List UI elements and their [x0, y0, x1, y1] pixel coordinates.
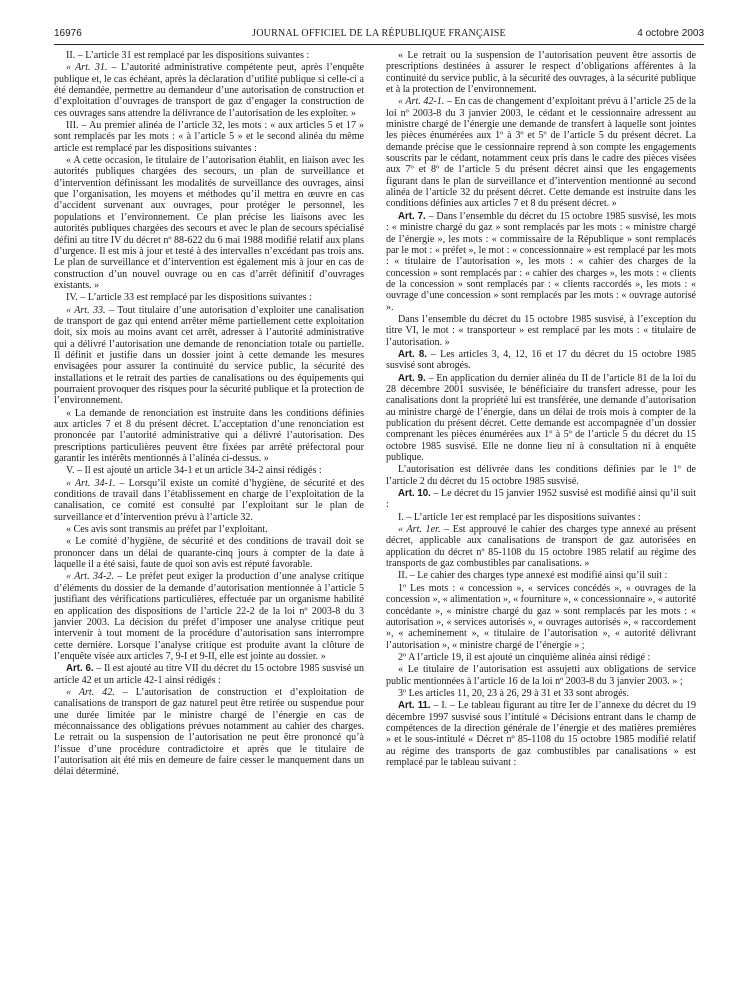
paragraph: [54, 50, 364, 61]
article-reference: « Art. 33.: [66, 304, 106, 316]
paragraph: [386, 96, 696, 209]
paragraph-text: 3º Les articles 11, 20, 23 à 26, 29 à 31 et 33 sont abrogés.: [398, 687, 629, 699]
article-heading: Art. 10.: [398, 488, 431, 500]
article-heading: Art. 6.: [66, 663, 94, 675]
article-reference: « Art. 34-1.: [66, 477, 116, 489]
paragraph: [386, 512, 696, 523]
paragraph: [386, 524, 696, 569]
article-reference: « Art. 42.: [66, 686, 115, 698]
paragraph: [54, 155, 364, 291]
article-reference: « Art. 1er.: [398, 524, 441, 536]
paragraph-text: III. – Au premier alinéa de l’article 32, les mots : « aux articles 5 et 17 » sont remplacés par les mots : « à l’article 5 » et le second alinéa du même article est remplacé par les dispositions suivantes :: [54, 120, 364, 154]
paragraph: [386, 464, 696, 487]
paragraph: [54, 305, 364, 407]
paragraph: [386, 349, 696, 372]
paragraph-text: – L’autorisation de construction et d’exploitation de canalisations de transport de gaz naturel peut être retirée ou suspendue pour une durée limitée par le ministre chargé de l’énergie en cas de méconnaissance des obligations prévues notamment au cahier des charges. Le retrait ou la suspension de l’autorisation ne peut être prononcé qu’à l’issue d’une procédure contradictoire et après que le titulaire de l’autorisation ait été mis en demeure de faire cesser le manquement dans un délai déterminé.: [54, 686, 364, 778]
paragraph-text: – I. – Le tableau figurant au titre Ier de l’annexe du décret du 19 décembre 1997 susvisé sous l’intitulé « Décisions entrant dans le champ de compétences de la direction générale de l’énergie et des matières premières » et le sous-intitulé « Décret nº 85-1108 du 15 octobre 1985 modifié relatif au régime des transports de gaz combustibles par canalisations » est remplacé par le tableau suivant :: [386, 700, 697, 768]
paragraph: [54, 571, 364, 662]
paragraph-text: – Lorsqu’il existe un comité d’hygiène, de sécurité et des conditions de travail dans l’établissement en charge de l’exploitation de la canalisation, ce comité est consulté par l’exploitant sur le plan de surveillance et d’intervention prévu à l’article 32.: [54, 477, 364, 523]
paragraph: [386, 688, 696, 699]
paragraph: [386, 583, 696, 651]
paragraph-text: – Le décret du 15 janvier 1952 susvisé est modifié ainsi qu’il suit :: [386, 488, 697, 511]
paragraph-text: – En application du dernier alinéa du II de l’article 81 de la loi du 28 décembre 2001 susvisée, le bénéficiaire du transfert adresse, pour les canalisations dont la propriété lui est transférée, une demande d’autorisation au ministre chargé de l’énergie, dans un délai de trois mois à compter de la publication du présent décret. Cette demande est accompagnée d’un dossier comprenant les pièces énumérées aux 1º à 5º de l’article 5 du décret du 15 octobre 1985 susvisé. Elle ne donne lieu ni à consultation ni à enquête publique.: [386, 372, 696, 464]
journal-title: JOURNAL OFFICIEL DE LA RÉPUBLIQUE FRANÇAISE: [252, 28, 506, 39]
paragraph-text: – L’autorité administrative compétente peut, après l’enquête publique et, le cas échéant, après la déclaration d’utilité publique si celle-ci a été demandée, permettre au demandeur d’une autorisation de construction et d’exploitation d’ouvrages de transport de gaz d’engager la construction de ces ouvrages sans attendre la délivrance de l’autorisation de les exploiter. »: [54, 62, 364, 119]
paragraph-text: – Tout titulaire d’une autorisation d’exploiter une canalisation de transport de gaz qui entend arrêter même partiellement cette exploitation doit, six mois au moins avant cet arrêt, adresser à l’autorité administrative qui a délivré l’autorisation une demande de renonciation totale ou partielle. Il définit et justifie dans un dossier joint à cette demande les mesures envisagées pour assurer la continuité du service public, la sécurité des installations et le retrait des parties de canalisations ou des équipements qui pourraient provoquer des risques pour la sécurité publique et la protection de l’environnement.: [54, 304, 364, 407]
paragraph-text: – Dans l’ensemble du décret du 15 octobre 1985 susvisé, les mots : « ministre chargé du gaz » sont remplacés par les mots : « ministre chargé de l’énergie », les mots : « commissaire de la République » sont remplacés par le mot : « préfet », le mot : « concessionnaire » est remplacé par les mots : « titulaire de l’autorisation », les mots : « cahier des charges de la concession » sont remplacés par : « cahier des charges », les mots : « clients de la concession » sont remplacés par : « clients raccordés », les mots : « ouvrage d’une concession » sont remplacés par les mots : « ouvrage autorisé ».: [386, 210, 696, 313]
paragraph-text: 1º Les mots : « concession », « services concédés », « ouvrages de la concession », « alimentation », « fourniture », « concessionnaire », « autorité concédante », « ministre chargé du gaz » sont remplacés par les mots : « autorisation », « services autorisés », « ouvrages autorisés », « raccordement », « acheminement », « titulaire de l’autorisation », « autorité délivrant l’autorisation », « ministre chargé de l’énergie » ;: [386, 582, 696, 651]
article-heading: Art. 9.: [398, 372, 426, 384]
article-heading: Art. 7.: [398, 210, 426, 222]
paragraph: [54, 687, 364, 778]
left-column: [54, 50, 364, 779]
paragraph-text: – Le préfet peut exiger la production d’une analyse critique d’éléments du dossier de la demande d’autorisation mentionnée à l’article 5 justifiant des vérifications particulières, effectuée par un organisme habilité en application des dispositions de l’article 22-2 de la loi nº 2003-8 du 3 janvier 2003. La décision du préfet d’imposer une analyse critique peut intervenir à tout moment de la procédure d’autorisation sans interrompre cette dernière. Lorsque l’analyse critique est produite avant la clôture de l’enquête visée aux articles 7, 9-I et 9-II, elle est jointe au dossier. »: [54, 571, 364, 662]
paragraph: [54, 408, 364, 465]
article-reference: « Art. 42-1.: [398, 96, 445, 108]
paragraph-text: « Le titulaire de l’autorisation est assujetti aux obligations de service public mentionnées à l’article 16 de la loi nº 2003-8 du 3 janvier 2003. » ;: [386, 664, 696, 687]
paragraph-text: L’autorisation est délivrée dans les conditions définies par le 1º de l’article 2 du décret du 15 octobre 1985 susvisé.: [386, 464, 696, 487]
paragraph: [54, 478, 364, 523]
paragraph-text: II. – Le cahier des charges type annexé est modifié ainsi qu’il suit :: [398, 570, 668, 582]
paragraph-text: IV. – L’article 33 est remplacé par les dispositions suivantes :: [66, 292, 312, 304]
paragraph: [386, 652, 696, 663]
paragraph: [54, 663, 364, 686]
paragraph-text: – En cas de changement d’exploitant prévu à l’article 25 de la loi nº 2003-8 du 3 janvier 2003, le cédant et le cessionnaire adressent au ministre chargé de l’énergie une demande de transfert à laquelle sont jointes les pièces énumérées aux 1º à 3º et 5º de l’article 5 du présent décret. La demande précise que le cessionnaire reprend à son compte les engagements souscrits par le cédant, notamment ceux pris dans le cadre des pièces visées aux 7º et 8º de l’article 5 du présent décret ainsi que les engagements figurant dans le plan de surveillance et d’intervention mentionné au second alinéa de l’article 32 du présent décret. Cette demande est instruite dans les conditions définies aux articles 7 et 8 du présent décret. »: [386, 96, 696, 210]
paragraph-text: II. – L’article 31 est remplacé par les dispositions suivantes :: [66, 50, 310, 61]
paragraph-text: Dans l’ensemble du décret du 15 octobre 1985 susvisé, à l’exception du titre VI, le mot : « transporteur » est remplacé par les mots : « titulaire de l’autorisation. »: [386, 313, 696, 348]
paragraph-text: I. – L’article 1er est remplacé par les dispositions suivantes :: [398, 511, 641, 523]
page-header: [54, 28, 704, 42]
paragraph: [386, 373, 696, 464]
paragraph-text: – Est approuvé le cahier des charges type annexé au présent décret, applicable aux canalisations de transport de gaz autorisées en application du décret nº 85-1108 du 15 octobre 1985 relatif au régime des transports de gaz combustibles par canalisations. »: [386, 524, 696, 570]
paragraph-text: « La demande de renonciation est instruite dans les conditions définies aux articles 7 et 8 du présent décret. L’acceptation d’une renonciation est prononcée par l’autorité administrative qui a délivré l’autorisation. Des prescriptions particulières peuvent être fixées par arrêté préfectoral pour garantir les intérêts mentionnés à l’alinéa ci-dessus. »: [54, 407, 364, 465]
article-heading: Art. 11.: [398, 700, 431, 712]
header-rule: [54, 44, 704, 45]
paragraph: [386, 50, 696, 95]
paragraph: [386, 570, 696, 581]
right-column: [386, 50, 696, 769]
paragraph: [54, 524, 364, 535]
paragraph: [54, 120, 364, 154]
paragraph: [54, 536, 364, 570]
paragraph: [54, 292, 364, 303]
page-number: 16976: [54, 28, 82, 39]
paragraph: [386, 314, 696, 348]
paragraph-text: – Les articles 3, 4, 12, 16 et 17 du décret du 15 octobre 1985 susvisé sont abrogés.: [386, 348, 696, 372]
paragraph-text: V. – Il est ajouté un article 34-1 et un article 34-2 ainsi rédigés :: [66, 465, 322, 477]
paragraph-text: – Il est ajouté au titre VII du décret du 15 octobre 1985 susvisé un article 42 et un article 42-1 ainsi rédigés :: [54, 663, 364, 686]
article-heading: Art. 8.: [398, 348, 427, 360]
paragraph-text: 2º A l’article 19, il est ajouté un cinquième alinéa ainsi rédigé :: [398, 651, 651, 663]
issue-date: 4 octobre 2003: [637, 28, 704, 39]
paragraph-text: « A cette occasion, le titulaire de l’autorisation établit, en liaison avec les autorités publiques chargées des secours, un plan de surveillance et d’intervention définissant les modalités de surveillance des ouvrages, ainsi que l’organisation, les moyens et méthodes qu’il mettra en œuvre en cas d’accident survenant aux ouvrages, pour protéger le personnel, les populations et l’environnement. Ce plan précise les liaisons avec les autorités publiques chargées des secours et avec le plan de secours spécialisé défini au titre IV du décret nº 88-622 du 6 mai 1988 modifié relatif aux plans d’urgence. Il est mis à jour et testé à des intervalles n’excédant pas trois ans. Le plan de surveillance et d’intervention est également mis à jour en cas de construction d’un nouvel ouvrage ou en cas d’arrêt définitif d’ouvrages existants. »: [54, 155, 364, 291]
paragraph-text: « Le comité d’hygiène, de sécurité et des conditions de travail doit se prononcer dans un délai de quarante-cinq jours à compter de la date à laquelle il a été saisi, faute de quoi son avis est réputé favorable.: [54, 536, 364, 571]
article-reference: « Art. 34-2.: [66, 571, 114, 583]
paragraph: [386, 664, 696, 687]
paragraph: [54, 62, 364, 119]
article-reference: « Art. 31.: [66, 62, 108, 74]
paragraph: [54, 465, 364, 476]
paragraph: [386, 700, 696, 768]
paragraph: [386, 211, 696, 313]
paragraph-text: « Le retrait ou la suspension de l’autorisation peuvent être assortis de prescriptions destinées à assurer le respect d’obligations afférentes à la continuité du service public, à la sécurité des ouvrages, à la sécurité publique et à la protection de l’environnement.: [386, 50, 696, 96]
paragraph-text: « Ces avis sont transmis au préfet par l’exploitant.: [66, 524, 268, 536]
paragraph: [386, 488, 696, 511]
